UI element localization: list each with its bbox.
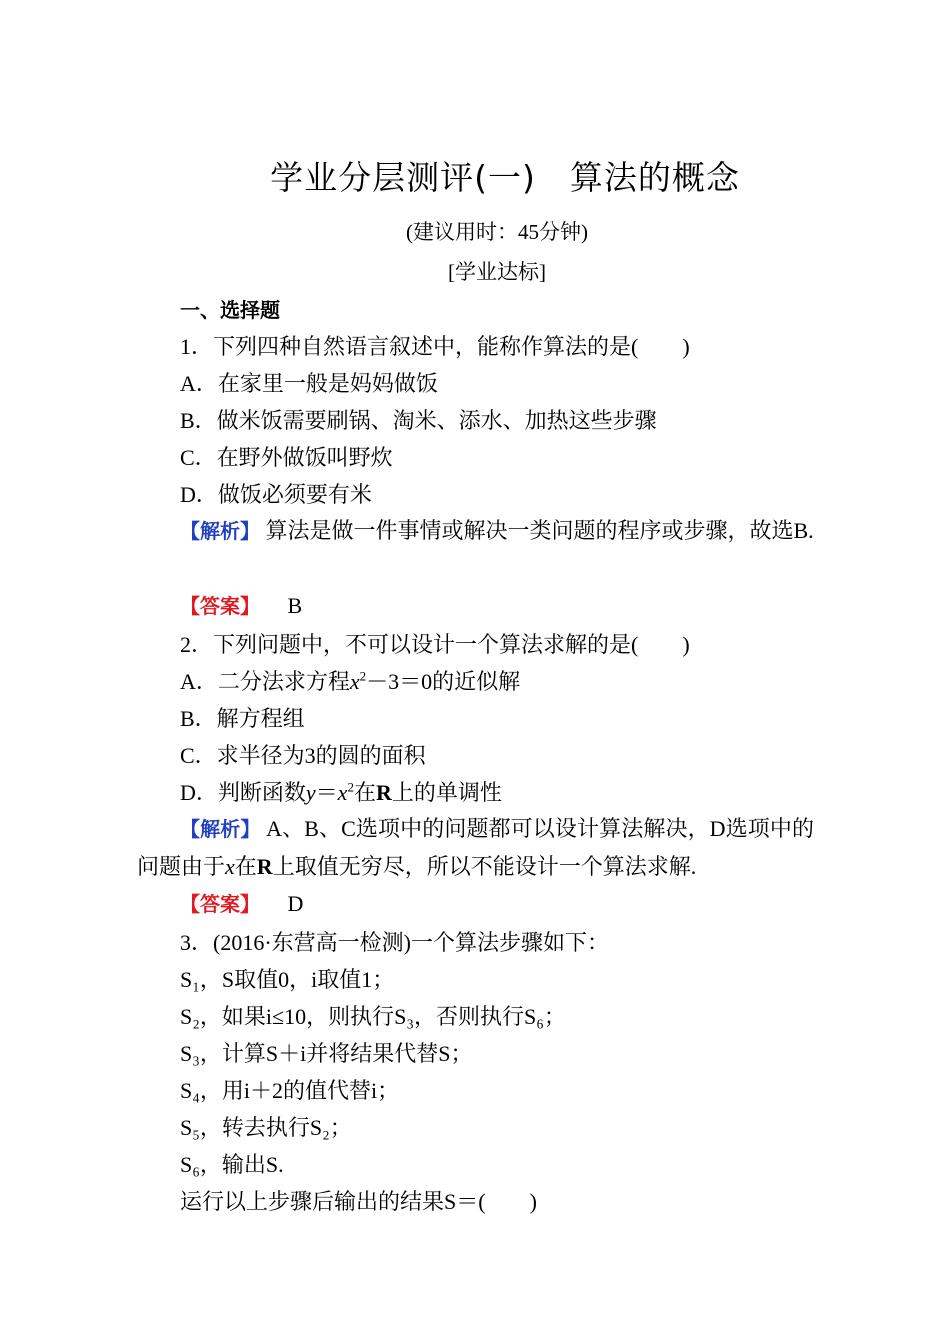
q2-option-d-mid: 在	[353, 780, 376, 805]
q1-option-d: D．做饭必须要有米	[180, 482, 372, 507]
q2-option-a-var: x	[349, 669, 360, 694]
level-heading: [学业达标]	[448, 260, 546, 284]
q1-answer	[180, 590, 302, 619]
q2-analysis-post: 上取值无穷尽，所以不能设计一个算法求解.	[272, 854, 697, 879]
q2-option-a-sup: 2	[359, 668, 367, 684]
q2-option-b: B．解方程组	[180, 706, 305, 731]
q2-analysis-x: x	[225, 854, 235, 879]
q2-stem: 2．下列问题中，不可以设计一个算法求解的是( )	[180, 632, 690, 657]
q1-option-b: B．做米饭需要刷锅、淘米、添水、加热这些步骤	[180, 408, 657, 433]
q1-option-c: C．在野外做饭叫野炊	[180, 445, 393, 470]
q2-option-a-post: －3＝0的近似解	[366, 669, 521, 694]
page-title: 学业分层测评(一) 算法的概念	[270, 158, 740, 197]
q2-analysis-mid: 在	[234, 854, 257, 879]
q2-option-c: C．求半径为3的圆的面积	[180, 743, 426, 768]
q1-analysis-text: 算法是做一件事情或解决一类问题的程序或步骤，故选B.	[265, 518, 814, 543]
q2-option-d-x: x	[337, 780, 348, 805]
q1-answer-value: B	[287, 593, 303, 618]
q2-analysis-pre: A、B、C选项中的问题都可以设计算法解决，D选项中的问题由于	[137, 816, 815, 879]
q1-stem: 1．下列四种自然语言叙述中，能称作算法的是( )	[180, 334, 690, 359]
q2-option-a	[180, 665, 520, 696]
q2-answer-tag: 【答案】	[180, 892, 260, 916]
q3-step-4: S₄，用i＋2的值代替i；	[180, 1078, 400, 1103]
q2-option-d-eq: ＝	[315, 780, 338, 805]
q2-analysis-tag: 【解析】	[180, 817, 261, 841]
q3-stem-post: )一个算法步骤如下：	[403, 930, 609, 955]
time-hint: (建议用时：45分钟)	[406, 220, 588, 244]
q2-option-d-post: 上的单调性	[391, 780, 502, 805]
q3-final: 运行以上步骤后输出的结果S＝( )	[180, 1189, 537, 1214]
q1-option-a: A．在家里一般是妈妈做饭	[180, 371, 438, 396]
q3-stem-source: 东营高一检测	[271, 931, 404, 956]
q3-step-2: S₂，如果i≤10，则执行S₃，否则执行S₆；	[180, 1004, 566, 1029]
q1-answer-tag: 【答案】	[180, 594, 260, 618]
q3-stem-pre: 3．(2016·	[180, 930, 272, 955]
q2-option-a-pre: A．二分法求方程	[180, 669, 350, 694]
q3-step-6: S₆，输出S.	[180, 1152, 284, 1177]
q3-stem	[180, 926, 609, 957]
q2-answer-value: D	[287, 891, 304, 916]
q3-step-5: S₅，转去执行S₂；	[180, 1115, 352, 1140]
q3-step-3: S₃，计算S＋i并将结果代替S；	[180, 1041, 473, 1066]
q2-option-d-r: R	[375, 780, 392, 805]
section-heading: 一、选择题	[180, 298, 280, 322]
q2-analysis	[137, 810, 814, 885]
q2-option-d	[180, 776, 502, 807]
q2-analysis-r: R	[256, 854, 273, 879]
q3-step-1: S₁，S取值0，i取值1；	[180, 967, 395, 992]
q1-analysis-tag: 【解析】	[180, 519, 260, 543]
q2-option-d-y: y	[305, 780, 316, 805]
q2-option-d-pre: D．判断函数	[180, 780, 306, 805]
q2-option-d-sup: 2	[347, 779, 354, 795]
q2-answer	[180, 888, 303, 917]
q1-analysis	[137, 512, 814, 550]
